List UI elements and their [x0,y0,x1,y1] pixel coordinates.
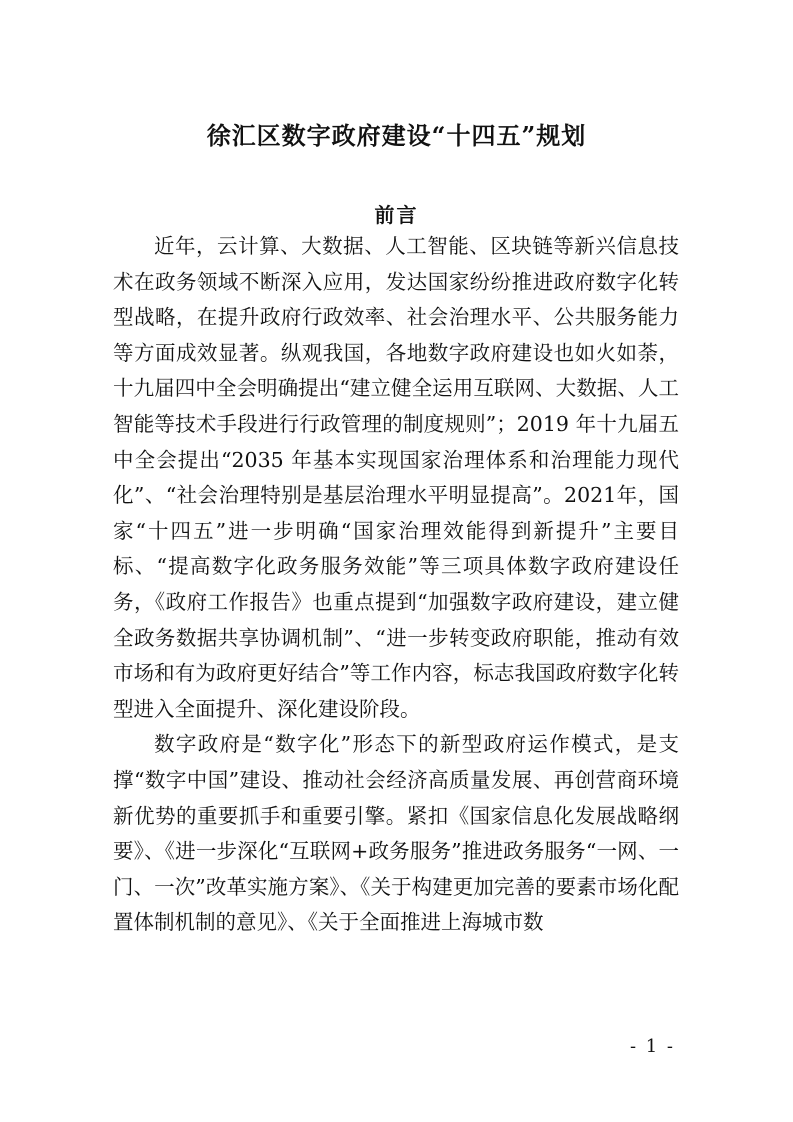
page-number: - 1 - [629,1036,675,1057]
body-paragraph: 近年，云计算、大数据、人工智能、区块链等新兴信息技术在政务领域不断深入应用，发达国家纷纷推进政府数字化转型战略，在提升政府行政效率、社会治理水平、公共服务能力等方面成效显著。纵观我国，各地数字政府建设也如火如荼，十九届四中全会明确提出“建立健全运用互联网、大数据、人工智能等技术手段进行行政管理的制度规则”；2019 年十九届五中全会提出“2035 年基本实现国家治理体系和治理能力现代化”、“社会治理特别是基层治理水平明显提高”。2021年，国家“十四五”进一步明确“国家治理效能得到新提升”主要目标、“提高数字化政务服务效能”等三项具体数字政府建设任务，《政府工作报告》也重点提到“加强数字政府建设，建立健全政务数据共享协调机制”、“进一步转变政府职能，推动有效市场和有为政府更好结合”等工作内容，标志我国政府数字化转型进入全面提升、深化建设阶段。 [113,234,679,721]
document-title: 徐汇区数字政府建设“十四五”规划 [206,121,587,150]
body-paragraph: 数字政府是“数字化”形态下的新型政府运作模式，是支撑“数字中国”建设、推动社会经济高质量发展、再创营商环境新优势的重要抓手和重要引擎。紧扣《国家信息化发展战略纲要》、《进一步深化“互联网+政务服务”推进政务服务“一网、一门、一次”改革实施方案》、《关于构建更加完善的要素市场化配置体制机制的意见》、《关于全面推进上海城市数 [113,732,679,935]
document-body [113,229,679,941]
section-heading-preface: 前言 [374,203,419,227]
